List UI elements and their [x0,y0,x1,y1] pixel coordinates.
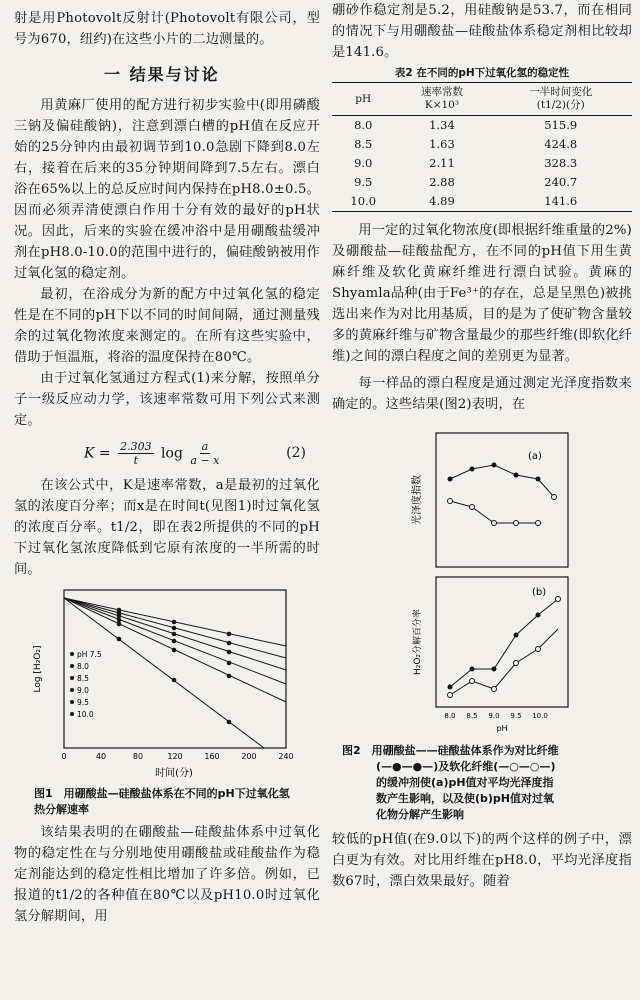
right-continued-paragraph: 硼砂作稳定剂是5.2，用硅酸钠是53.7，而在相同的情况下与用硼酸盐—硅酸盐体系稳定剂相比较却是141.6。 [332,3,632,60]
fig2-xtick: 9.0 [488,712,500,720]
left-paragraph-5: 该结果表明的在硼酸盐—硅酸盐体系中过氧化物的稳定性在与分别地使用硼酸盐或硅酸盐作为稳定剂能达到的稳定性相比增加了许多倍。例如，已报道的t1/2的各种值在80℃以及pH10.0时过氧化氢分解期间，用 [14,825,320,924]
left-column [14,0,320,927]
fig1-caption: 图1 用硼酸盐—硅酸盐体系在不同的pH下过氧化氢热分解速率 [34,787,290,816]
table-head-ph: pH [332,83,394,116]
left-continued-paragraph: 射是用Photovolt反射计(Photovolt有限公司，型号为670，纽约)在这些小片的二边测量的。 [14,11,320,47]
fig1-xtick: 0 [61,752,67,761]
fig1-xtick: 240 [278,752,294,761]
cell-t: 240.7 [544,175,578,189]
table-2-title: 表2 在不同的pH下过氧化氢的稳定性 [394,67,570,79]
fig2-caption-line: 图2 用硼酸盐——硅酸盐体系作为对比纤维 [342,744,559,757]
right-paragraph-3: 较低的pH值(在9.0以下)的两个这样的例子中，漂白更为有效。对比用纤维在pH8.0，平均光泽度指数67时，漂白效果最好。随着 [332,832,632,889]
fig2-ylabel-a: 光泽度指数 [412,475,423,525]
fig2b-points-open [448,597,561,698]
table-row [332,116,632,136]
fig2-panel-a [436,433,568,567]
fig2-xtick: 8.5 [466,712,478,720]
cell-k: 2.88 [429,175,455,189]
left-paragraph-2: 最初，在浴成分为新的配方中过氧化氢的稳定性是在不同的pH下以不同的时间间隔，通过测量残余的过氧化物浓度来测定的。在所有这些实验中，借助于恒温瓶，将浴的温度保持在80℃。 [14,287,320,365]
table-row [332,173,632,192]
cell-k: 2.11 [429,156,455,170]
fig1-point [117,637,122,642]
cell-ph: 8.5 [354,137,373,151]
table-head-t [489,83,632,116]
fig1-point [172,632,177,637]
fig2-xtick: 10.0 [532,712,548,720]
fig1-point [172,639,177,644]
fig1-point [172,648,177,653]
cell-k: 1.63 [429,137,455,151]
left-paragraph-4: 在该公式中，K是速率常数，a是最初的过氧化氢的浓度百分率；而x是在时间t(见图1)时过氧化氢的浓度百分率。t1/2，即在表2所提供的不同的pH下过氧化氢浓度降低到它原有浓度的一半所需的时间。 [14,478,320,577]
table-row [332,154,632,173]
fig2-label-a: (a) [528,451,542,462]
table-row [332,192,632,212]
cell-t: 328.3 [544,156,578,170]
fig2-panel-b [436,577,568,707]
fig2-xlabel: pH [496,724,508,733]
fig1-xtick: 160 [204,752,220,761]
fig2a-line-softened [450,501,538,523]
formula-lhs: K = [84,445,111,461]
fig2-caption-line: 化物分解产生影响 [376,808,464,821]
fig1-point [227,650,232,655]
figure-1 [14,584,320,784]
fig1-point [227,674,232,679]
fig1-legend-item: 9.0 [77,686,89,695]
fig1-point [227,661,232,666]
fig2-caption [332,743,632,823]
fig1-legend-item: 8.5 [77,674,89,683]
fig2a-points-filled [448,463,541,482]
equation-number: (2) [286,445,306,461]
fig1-legend-item: pH 7.5 [77,650,102,659]
left-paragraph-3: 由于过氧化氢通过方程式(1)来分解，按照单分子一级反应动力学，该速率常数可用下列公式来测定。 [14,371,320,428]
formula-num-1: 2.303 [120,439,152,453]
table-row [332,135,632,154]
formula-fraction-1 [118,440,154,467]
fig2-caption-line: 数产生影响，以及使(b)pH值对过氧 [376,792,555,805]
table-head-k [394,83,489,116]
formula-log: log [161,445,183,461]
formula-fraction-2 [190,440,219,467]
cell-ph: 9.0 [354,156,373,170]
fig2b-line-softened [450,629,558,695]
fig2-caption-line: 的缓冲剂使(a)pH值对平均光泽度指 [376,776,554,789]
fig1-point [227,641,232,646]
right-paragraph-2: 每一样品的漂白程度是通过测定光泽度指数来确定的。这些结果(图2)表明，在 [332,376,632,412]
fig1-xlabel: 时间(分) [155,768,193,779]
fig1-legend-item: 10.0 [77,710,94,719]
table-2 [332,82,632,212]
formula-num-2: a [201,439,209,453]
cell-t: 424.8 [544,137,578,151]
fig1-line-ph-10-0 [64,598,264,748]
fig1-point [117,618,122,623]
table-head-k-line1: 速率常数 [420,86,463,98]
fig1-xtick: 40 [95,752,107,761]
fig2-xtick: 8.0 [444,712,456,720]
fig1-xticks [61,752,293,761]
formula-den-1: t [133,453,139,467]
cell-ph: 10.0 [332,192,394,212]
fig1-ylabel: Log [H₂O₂] [33,645,43,693]
table-head-k-line2: K×10³ [424,99,460,111]
cell-ph: 9.5 [354,175,373,189]
fig1-point [227,720,232,725]
cell-ph: 8.0 [354,118,373,132]
table-head-t-line1: 一半时间变化 [529,86,593,98]
equation-2 [14,431,320,475]
cell-k: 1.34 [429,118,455,132]
fig2-xtick: 9.5 [510,712,522,720]
fig2-ylabel-b: H₂O₂分解百分率 [413,608,423,676]
figure-2 [332,419,632,741]
fig1-legend [70,650,102,719]
fig1-point [172,678,177,683]
fig1-xtick: 200 [241,752,257,761]
table-head-t-line2: (t1/2)(分) [536,99,585,111]
fig2-xticks [444,712,547,720]
right-paragraph-1: 用一定的过氧化物浓度(即根据纤维重量的2%)及硼酸盐—硅酸盐配方，在不同的pH值下用生黄麻纤维及软化黄麻纤维进行漂白试验。黄麻的Shyamla品种(由于Fe³⁺的存在，总是呈黑色)被挑选出来作为对比用基质，目的是为了使矿物含量较多的黄麻纤维与矿物含量最少的那些纤维(即软化纤维)之间的漂白程度之间的差别更为显著。 [332,223,632,364]
section-title: 一 结果与讨论 [104,65,220,84]
fig1-point [117,614,122,619]
fig2a-points-open [448,495,557,526]
fig1-legend-item: 8.0 [77,662,89,671]
fig1-point [172,626,177,631]
formula-den-2: a − x [190,453,220,467]
fig1-xtick: 80 [132,752,144,761]
cell-t: 141.6 [489,192,632,212]
fig1-point [117,622,122,627]
fig1-point [227,632,232,637]
cell-t: 515.9 [544,118,578,132]
right-column [332,0,632,892]
fig2-label-b: (b) [532,587,547,598]
fig2-caption-line: (—●—●—)及软化纤维(—○—○—) [376,760,556,773]
cell-k: 4.89 [394,192,489,212]
fig1-legend-item: 9.5 [77,698,89,707]
fig1-xtick: 120 [167,752,183,761]
fig1-point [172,620,177,625]
left-paragraph-1: 用黄麻厂使用的配方进行初步实验中(即用磷酸三钠及偏硅酸钠)，注意到漂白槽的pH值在反应开始的25分钟内由最初调节到10.0急剧下降到8.0左右，接着在后来的35分钟期间降到7.5左右。漂白浴在65%以上的总反应时间内保持在pH8.0±0.5。因而必须弄清使漂白作用十分有效的最好的pH状况。因此，后来的实验在缓冲浴中是用硼酸盐缓冲剂在pH8.0-10.0的范围中进行的，偏硅酸钠被用作过氧化氢的稳定剂。 [14,98,320,281]
fig2b-line-control [450,599,558,687]
